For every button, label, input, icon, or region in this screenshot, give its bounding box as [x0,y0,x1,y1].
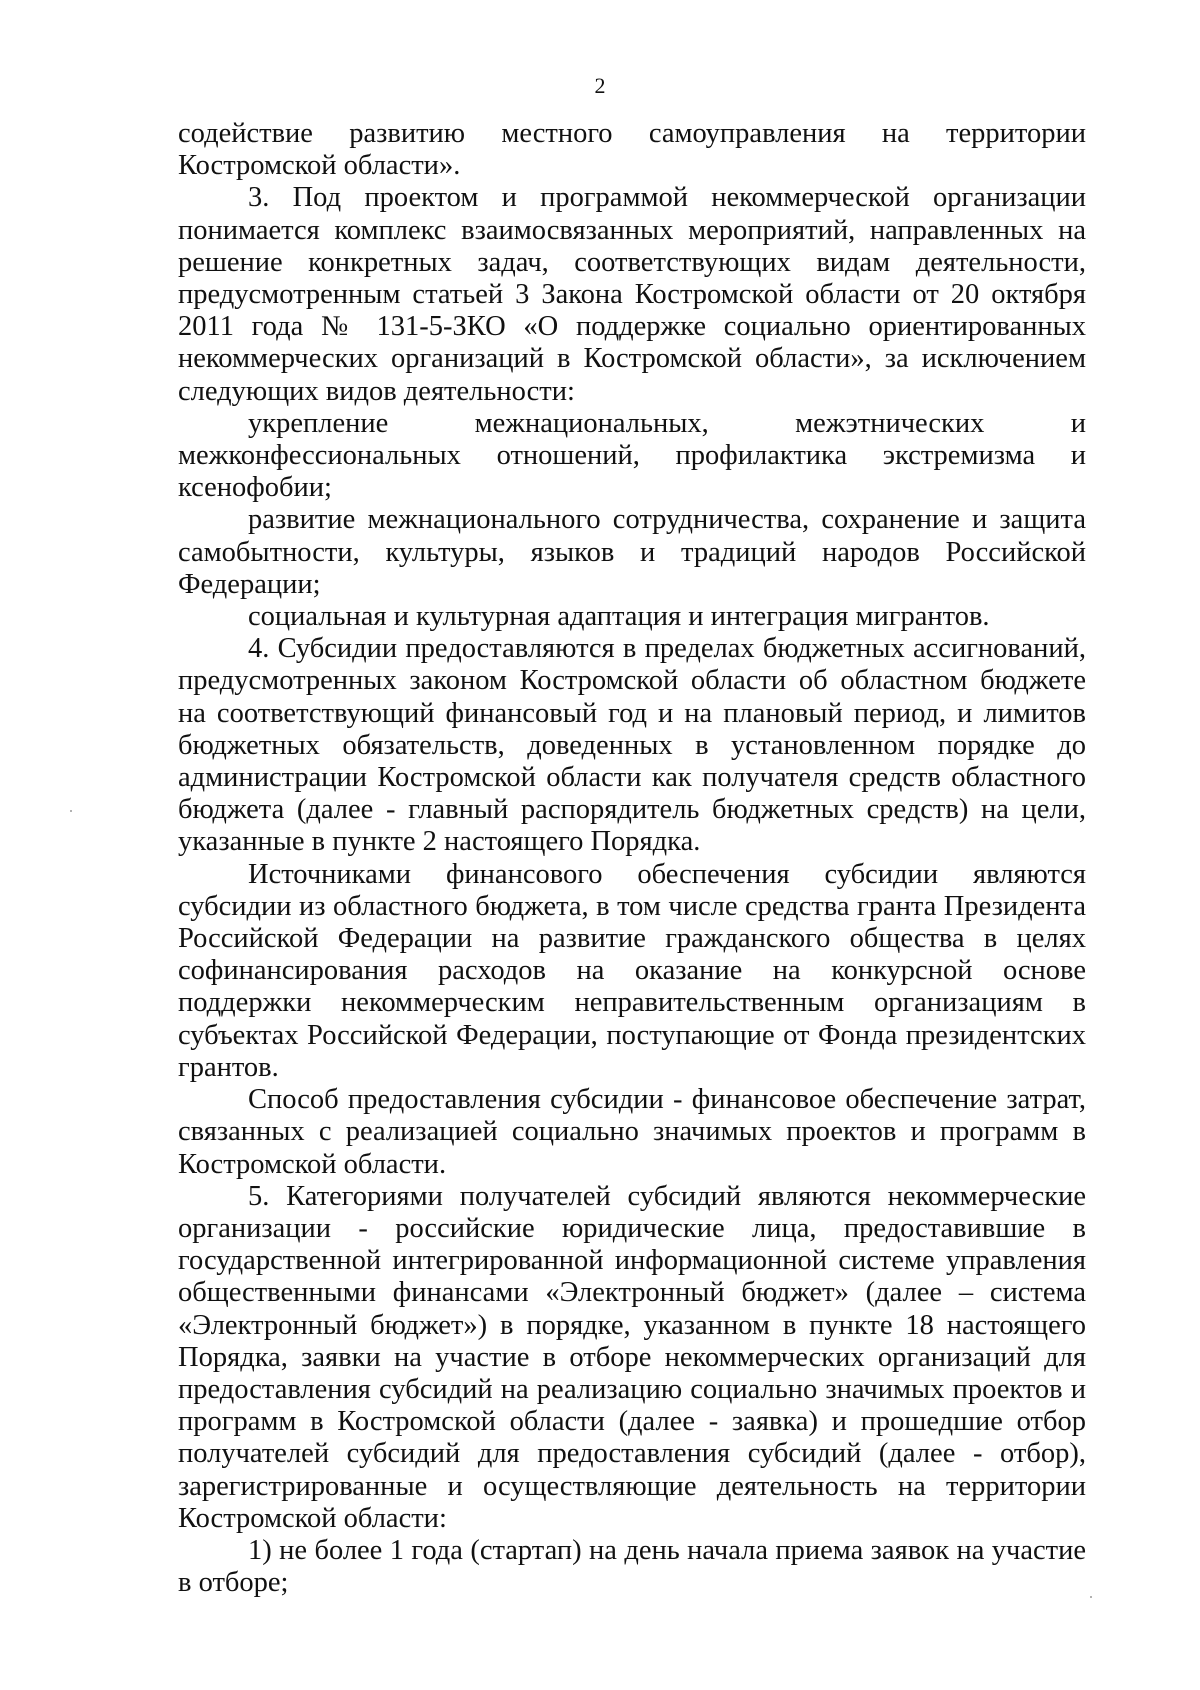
paragraph-subsidy-method: Способ предоставления субсидии - финансовое обеспечение затрат, связанных с реализацией социально значимых проектов и программ в Костромской области. [178,1084,1086,1180]
scan-speck [1090,1596,1092,1598]
paragraph-funding-sources: Источниками финансового обеспечения субсидии являются субсидии из областного бюджета, в том числе средства гранта Президента Российской Федерации на развитие гражданского общества в целях софинансирования расходов на оказание на конкурсной основе поддержки некоммерческим неправительственным организациям в субъектах Российской Федерации, поступающие от Фонда президентских грантов. [178,858,1086,1083]
paragraph-continuation: содействие развитию местного самоуправления на территории Костромской области». [178,118,1086,182]
paragraph-exclusion-1: укрепление межнациональных, межэтнических и межконфессиональных отношений, профилактика экстремизма и ксенофобии; [178,407,1086,504]
paragraph-exclusion-2: развитие межнационального сотрудничества, сохранение и защита самобытности, культуры, языков и традиций народов Российской Федерации; [178,504,1086,600]
paragraph-item-3: 3. Под проектом и программой некоммерческой организации понимается комплекс взаимосвязанных мероприятий, направленных на решение конкретных задач, соответствующих видам деятельности, предусмотренным статьей 3 Закона Костромской области от 20 октября 2011 года № 131-5-ЗКО «О поддержке социально ориентированных некоммерческих организаций в Костромской области», за исключением следующих видов деятельности: [178,182,1086,407]
scan-speck [70,810,72,812]
document-body [178,118,1086,1599]
paragraph-item-4: 4. Субсидии предоставляются в пределах бюджетных ассигнований, предусмотренных законом Костромской области об областном бюджете на соответствующий финансовый год и на плановый период, и лимитов бюджетных обязательств, доведенных в установленном порядке до администрации Костромской области как получателя средств областного бюджета (далее - главный распорядитель бюджетных средств) на цели, указанные в пункте 2 настоящего Порядка. [178,633,1086,858]
page-number: 2 [594,73,606,98]
paragraph-exclusion-3: социальная и культурная адаптация и интеграция мигрантов. [248,601,990,633]
paragraph-item-5: 5. Категориями получателей субсидий являются некоммерческие организации - российские юридические лица, предоставившие в государственной интегрированной информационной системе управления общественными финансами «Электронный бюджет» (далее – система «Электронный бюджет») в порядке, указанном в пункте 18 настоящего Порядка, заявки на участие в отборе некоммерческих организаций для предоставления субсидий на реализацию социально значимых проектов и программ в Костромской области (далее - заявка) и прошедшие отбор получателей субсидий для предоставления субсидий (далее - отбор), зарегистрированные и осуществляющие деятельность на территории Костромской области: [178,1180,1086,1534]
paragraph-subitem-1: 1) не более 1 года (стартап) на день начала приема заявок на участие в отборе; [178,1534,1086,1599]
